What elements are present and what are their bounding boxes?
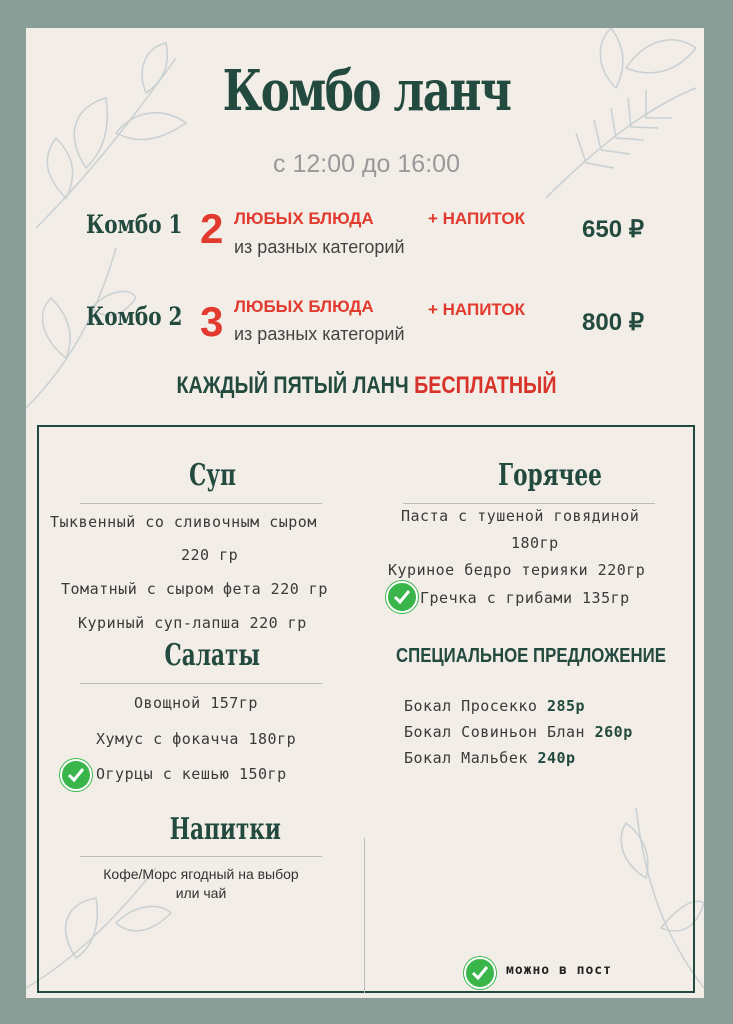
hot-item: Куриное бедро терияки 220гр xyxy=(388,561,646,579)
salad-item: Огурцы с кешью 150гр xyxy=(96,765,287,783)
lent-legend: можно в пост xyxy=(506,963,612,978)
special-item-name: Бокал Просекко xyxy=(404,697,538,715)
soup-title: Суп xyxy=(189,458,236,493)
drinks-line-1: Кофе/Морс ягодный на выбор xyxy=(103,866,299,882)
drinks-divider xyxy=(80,856,322,857)
special-item xyxy=(404,749,576,767)
combo-1-price: 650 ₽ xyxy=(582,216,644,243)
combo-2-price: 800 ₽ xyxy=(582,309,644,336)
drinks-title: Напитки xyxy=(169,812,281,847)
salad-item: Хумус с фокачча 180гр xyxy=(96,730,297,748)
column-divider xyxy=(364,838,365,993)
combo-1-note: из разных категорий xyxy=(234,237,405,257)
salads-divider xyxy=(80,683,322,684)
promo-banner xyxy=(66,372,667,400)
special-item-price: 240р xyxy=(537,749,576,767)
soup-item: Куриный суп-лапша 220 гр xyxy=(78,614,307,632)
lent-check-icon xyxy=(386,581,418,613)
hot-divider xyxy=(403,503,655,504)
promo-highlight: БЕСПЛАТНЫЙ xyxy=(414,372,557,399)
special-item xyxy=(404,697,585,715)
hot-item: 180гр xyxy=(511,534,559,552)
hot-title: Горячее xyxy=(498,458,602,493)
hot-item: Паста с тушеной говядиной xyxy=(401,507,640,525)
salad-item: Овощной 157гр xyxy=(134,694,258,712)
soup-item: Тыквенный со сливочным сыром xyxy=(50,513,317,531)
combo-2-plus-drink: + НАПИТОК xyxy=(428,300,525,319)
soup-item: 220 гр xyxy=(181,546,239,564)
combo-1-dishes: ЛЮБЫХ БЛЮДА xyxy=(234,209,374,228)
special-item xyxy=(404,723,633,741)
special-offer-title: СПЕЦИАЛЬНОЕ ПРЕДЛОЖЕНИЕ xyxy=(396,645,666,667)
hours-text: с 12:00 до 16:00 xyxy=(273,150,460,178)
soup-item: Томатный с сыром фета 220 гр xyxy=(61,580,328,598)
lent-check-icon xyxy=(60,759,92,791)
special-item-price: 260р xyxy=(594,723,633,741)
combo-1-name: Комбо 1 xyxy=(86,210,183,239)
combo-2-note: из разных категорий xyxy=(234,324,405,344)
combo-2-name: Комбо 2 xyxy=(86,302,183,331)
page-title: Комбо ланч xyxy=(222,58,511,124)
soup-divider xyxy=(80,503,322,504)
special-item-price: 285р xyxy=(546,697,586,715)
special-item-name: Бокал Совиньон Блан xyxy=(404,723,586,741)
special-item-name: Бокал Мальбек xyxy=(404,749,528,767)
drinks-line-2: или чай xyxy=(175,885,227,901)
promo-text: КАЖДЫЙ ПЯТЫЙ ЛАНЧ xyxy=(176,372,409,399)
salads-title: Салаты xyxy=(164,638,261,673)
combo-1-count: 2 xyxy=(200,205,224,252)
combo-2-count: 3 xyxy=(200,298,224,345)
combo-1-plus-drink: + НАПИТОК xyxy=(428,209,525,228)
combo-2-dishes: ЛЮБЫХ БЛЮДА xyxy=(234,297,374,316)
hot-item: Гречка с грибами 135гр xyxy=(420,589,630,607)
lent-check-icon xyxy=(464,957,496,989)
